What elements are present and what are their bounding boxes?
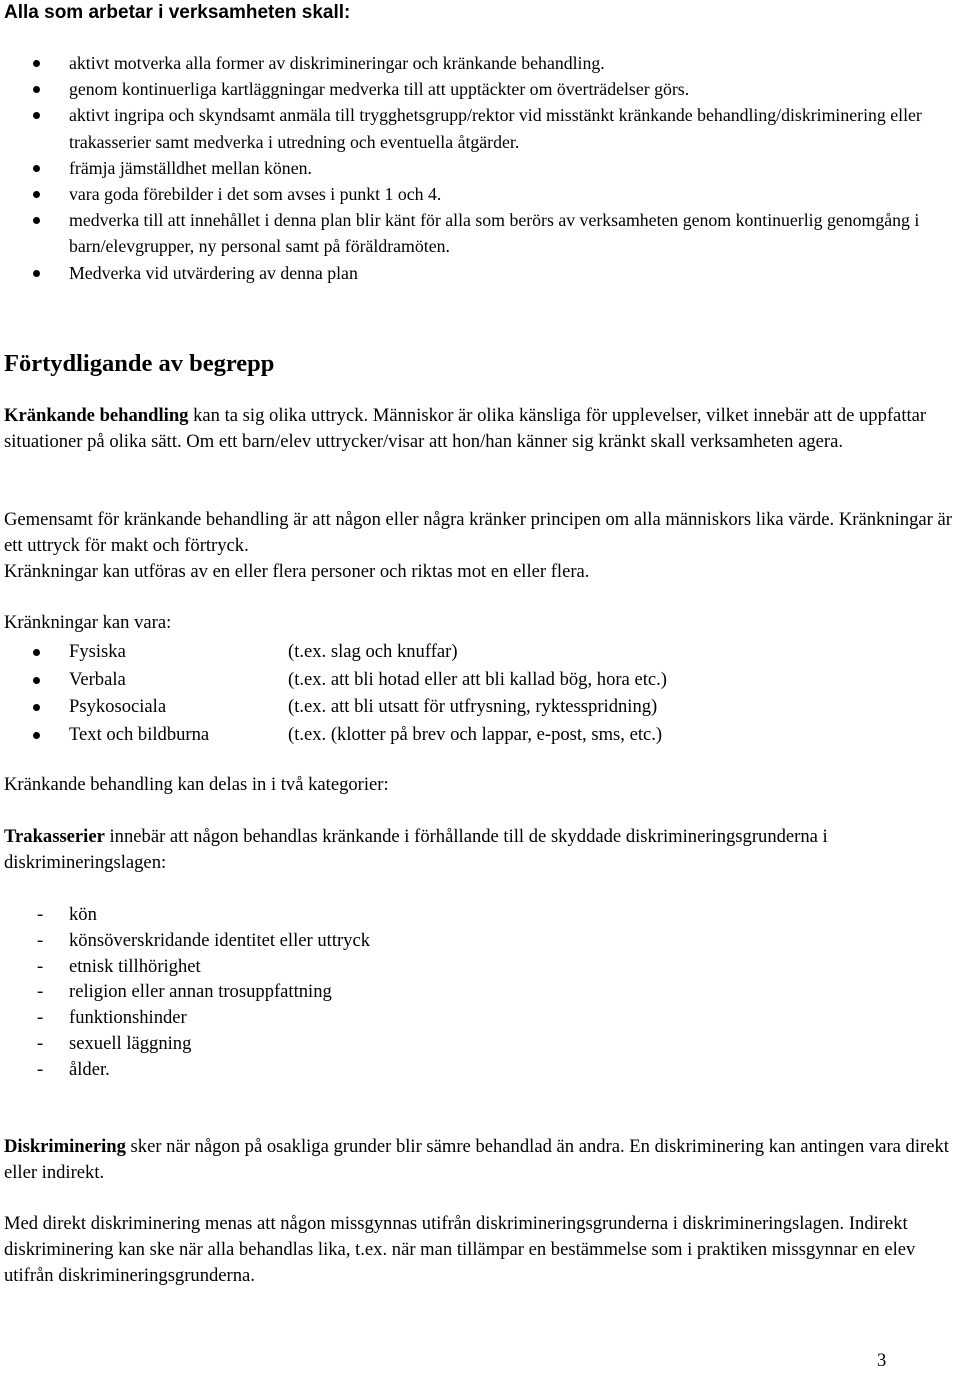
kinds-list <box>4 639 956 749</box>
categories-intro: Kränkande behandling kan delas in i två kategorier: <box>4 774 389 795</box>
list-item <box>4 694 956 722</box>
paragraph-text: Kränkningar kan utföras av en eller flera personer och riktas mot en eller flera. <box>4 561 590 582</box>
paragraph-diskriminering <box>4 1134 956 1186</box>
paragraph-trakasserier <box>4 824 956 876</box>
list-item: främja jämställdhet mellan könen. <box>4 155 956 181</box>
list-item: - sexuell läggning <box>4 1031 370 1057</box>
term-krankande-behandling: Kränkande behandling <box>4 405 189 426</box>
intro-bullet-list <box>4 50 956 286</box>
list-item: medverka till att innehållet i denna plan blir känt för alla som berörs av verksamheten genom kontinuerlig genomgång i barn/elevgrupper, ny personal samt på föräldramöten. <box>4 207 956 259</box>
paragraph-text: innebär att någon behandlas kränkande i förhållande till de skyddade diskrimineringsgrunderna i diskrimineringslagen: <box>4 826 828 873</box>
kind-example: (t.ex. (klotter på brev och lappar, e-post, sms, etc.) <box>288 723 663 745</box>
section-title: Förtydligande av begrepp <box>4 350 275 377</box>
list-item: aktivt motverka alla former av diskrimineringar och kränkande behandling. <box>4 50 956 76</box>
kind-name: Fysiska <box>69 641 126 662</box>
intro-heading: Alla som arbetar i verksamheten skall: <box>4 2 351 23</box>
paragraph-text: sker när någon på osakliga grunder blir sämre behandlad än andra. En diskriminering kan antingen vara direkt eller indirekt. <box>4 1136 949 1183</box>
kind-name: Psykosociala <box>69 696 167 717</box>
kinds-intro: Kränkningar kan vara: <box>4 612 172 633</box>
kind-name: Text och bildburna <box>69 723 210 745</box>
list-item: - kön <box>4 902 370 928</box>
kind-name: Verbala <box>69 668 126 690</box>
kind-example: (t.ex. att bli hotad eller att bli kallad bög, hora etc.) <box>288 668 667 690</box>
paragraph-text: Gemensamt för kränkande behandling är att någon eller några kränker principen om alla människors lika värde. Kränkningar är ett uttryck för makt och förtryck. <box>4 509 952 556</box>
list-item: - funktionshinder <box>4 1005 370 1031</box>
paragraph-krankande-behandling <box>4 403 956 455</box>
list-item: genom kontinuerliga kartläggningar medverka till att upptäckter om överträdelser görs. <box>4 76 956 102</box>
list-item: - religion eller annan trosuppfattning <box>4 979 370 1005</box>
list-item: - könsöverskridande identitet eller uttryck <box>4 928 370 954</box>
list-item: aktivt ingripa och skyndsamt anmäla till trygghetsgrupp/rektor vid misstänkt kränkande behandling/diskriminering eller trakasserier samt medverka i utredning och eventuella åtgärder. <box>4 102 956 154</box>
list-item <box>4 639 956 667</box>
list-item <box>4 722 956 750</box>
paragraph-direkt-diskriminering: Med direkt diskriminering menas att någon missgynnas utifrån diskrimineringsgrunderna i diskrimineringslagen. Indirekt diskriminering kan ske när alla behandlas lika, t.ex. när man tillämpar en bestämmelse som i praktiken missgynnar en elev utifrån diskrimineringsgrunderna. <box>4 1213 916 1286</box>
list-item: - etnisk tillhörighet <box>4 954 370 980</box>
kind-example: (t.ex. att bli utsatt för utfrysning, ryktesspridning) <box>288 696 658 717</box>
paragraph-gemensamt <box>4 507 956 585</box>
list-item: vara goda förebilder i det som avses i punkt 1 och 4. <box>4 181 956 207</box>
list-item: - ålder. <box>4 1057 370 1083</box>
kind-example: (t.ex. slag och knuffar) <box>288 641 458 662</box>
list-item: Medverka vid utvärdering av denna plan <box>4 260 956 286</box>
list-item <box>4 667 956 695</box>
paragraph-text: kan ta sig olika uttryck. Människor är olika känsliga för upplevelser, vilket innebär att de uppfattar situationer på olika sätt. Om ett barn/elev uttrycker/visar att hon/han känner sig kränkt skall verksamheten agera. <box>4 405 927 452</box>
term-diskriminering: Diskriminering <box>4 1136 126 1157</box>
grounds-list <box>4 902 370 1083</box>
term-trakasserier: Trakasserier <box>4 826 105 847</box>
page-number: 3 <box>877 1350 887 1371</box>
